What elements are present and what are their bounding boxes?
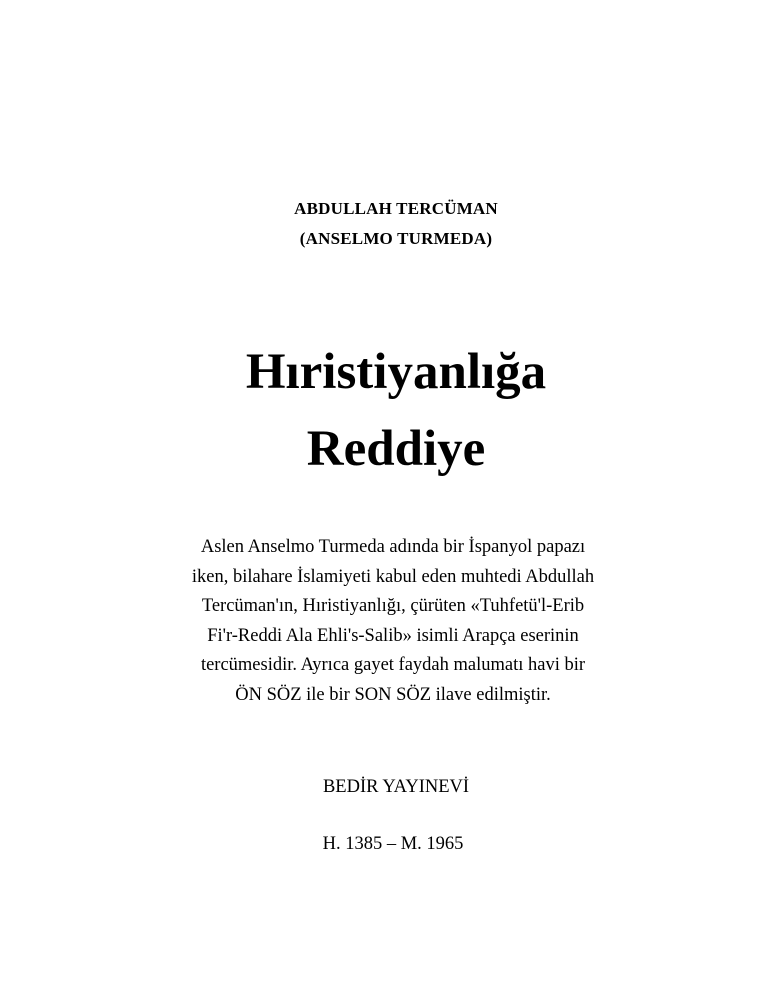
publisher-name: BEDİR YAYINEVİ	[322, 777, 470, 797]
description-line: ÖN SÖZ ile bir SON SÖZ ilave edilmiştir.	[235, 684, 551, 705]
description-line: Aslen Anselmo Turmeda adında bir İspanyol papazı	[200, 537, 586, 557]
description-line: tercümesidir. Ayrıca gayet faydah malumatı havi bir	[200, 655, 586, 676]
author-alias: (ANSELMO TURMEDA)	[299, 229, 493, 248]
book-description	[0, 533, 768, 711]
book-title-line-1: Hıristiyanlığa	[245, 344, 547, 400]
description-line: Tercüman'ın, Hıristiyanlığı, çürüten «Tuhfetü'l-Erib	[201, 596, 585, 617]
description-line: Fi'r-Reddi Ala Ehli's-Salib» isimli Arapça eserinin	[207, 625, 579, 646]
description-line: iken, bilahare İslamiyeti kabul eden muhtedi Abdullah	[191, 566, 595, 587]
author-name: ABDULLAH TERCÜMAN	[294, 199, 498, 218]
book-title-line-2: Reddiye	[306, 421, 486, 477]
publication-date: H. 1385 – M. 1965	[322, 834, 464, 854]
